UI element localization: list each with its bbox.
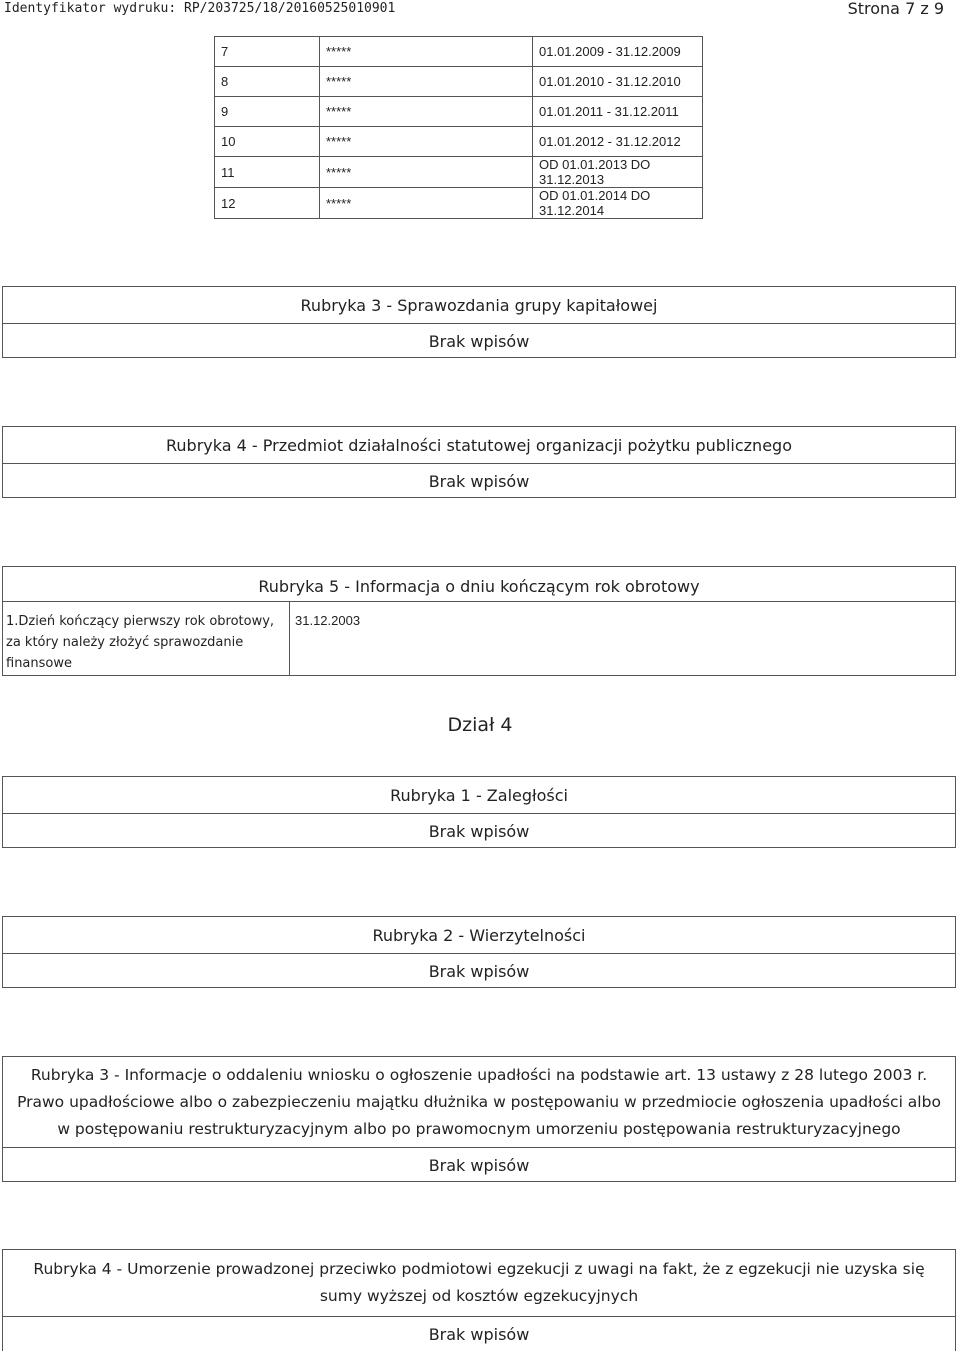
row-period: 01.01.2012 - 31.12.2012 xyxy=(533,127,703,157)
section-title-text: Rubryka 4 - Umorzenie prowadzonej przeciwko podmiotowi egzekucji z uwagi na fakt, że z egzekucji nie uzyska się sumy wyższej od kosztów egzekucyjnych xyxy=(33,1260,925,1305)
row-value: ***** xyxy=(320,97,533,127)
division-heading: Dział 4 xyxy=(447,714,513,736)
section-title xyxy=(3,577,955,596)
row-number: 9 xyxy=(215,97,320,127)
row-period: OD 01.01.2013 DO 31.12.2013 xyxy=(533,157,703,188)
table-row xyxy=(215,97,703,127)
row-period: 01.01.2011 - 31.12.2011 xyxy=(533,97,703,127)
section-content: Brak wpisów xyxy=(3,813,955,848)
field-value: 31.12.2003 xyxy=(295,613,361,628)
row-value: ***** xyxy=(320,127,533,157)
entries-table xyxy=(214,36,703,219)
section-title xyxy=(3,1057,955,1147)
row-value: ***** xyxy=(320,188,533,219)
print-identifier: Identyfikator wydruku: RP/203725/18/20160525010901 xyxy=(4,1,396,16)
section-content: Brak wpisów xyxy=(3,953,955,988)
section-title-text: Rubryka 3 - Informacje o oddaleniu wniosku o ogłoszenie upadłości na podstawie art. 13 ustawy z 28 lutego 2003 r. Prawo upadłościowe albo o zabezpieczeniu majątku dłużnika w postępowaniu w przedmiocie ogłoszenia upadłości albo w postępowaniu restrukturyzacyjnym albo po prawomocnym umorzeniu postępowania restrukturyzacyjnego xyxy=(17,1065,941,1138)
row-period: 01.01.2009 - 31.12.2009 xyxy=(533,37,703,67)
table-row xyxy=(215,127,703,157)
row-number: 7 xyxy=(215,37,320,67)
section-content: Brak wpisów xyxy=(3,1147,955,1182)
table-row xyxy=(215,37,703,67)
divider xyxy=(3,601,955,602)
row-number: 8 xyxy=(215,67,320,97)
section-r4 xyxy=(2,426,956,498)
row-period: 01.01.2010 - 31.12.2010 xyxy=(533,67,703,97)
row-number: 12 xyxy=(215,188,320,219)
section-content: Brak wpisów xyxy=(3,1316,955,1351)
section-title: Rubryka 3 - Sprawozdania grupy kapitałowej xyxy=(300,295,658,315)
section-title: Rubryka 2 - Wierzytelności xyxy=(372,925,586,945)
row-number: 10 xyxy=(215,127,320,157)
table-row xyxy=(215,188,703,219)
section-d4-r4 xyxy=(2,1249,956,1351)
section-title-text: Rubryka 5 - Informacja o dniu kończącym rok obrotowy xyxy=(258,577,700,596)
section-title: Rubryka 1 - Zaległości xyxy=(390,785,568,805)
table-row xyxy=(215,67,703,97)
section-content: Brak wpisów xyxy=(3,463,955,498)
section-title: Rubryka 4 - Przedmiot działalności statutowej organizacji pożytku publicznego xyxy=(166,435,792,455)
field-label: 1.Dzień kończący pierwszy rok obrotowy, za który należy złożyć sprawozdanie finansowe xyxy=(6,614,275,671)
section-r3 xyxy=(2,286,956,358)
section-title xyxy=(3,1250,955,1316)
section-r5 xyxy=(2,566,956,676)
row-period: OD 01.01.2014 DO 31.12.2014 xyxy=(533,188,703,219)
section-content: Brak wpisów xyxy=(3,323,955,358)
section-d4-r2 xyxy=(2,916,956,988)
divider xyxy=(289,601,290,676)
row-number: 11 xyxy=(215,157,320,188)
row-value: ***** xyxy=(320,157,533,188)
section-d4-r1 xyxy=(2,776,956,848)
table-row xyxy=(215,157,703,188)
row-value: ***** xyxy=(320,67,533,97)
page-number: Strona 7 z 9 xyxy=(847,0,944,18)
section-d4-r3 xyxy=(2,1056,956,1182)
row-value: ***** xyxy=(320,37,533,67)
